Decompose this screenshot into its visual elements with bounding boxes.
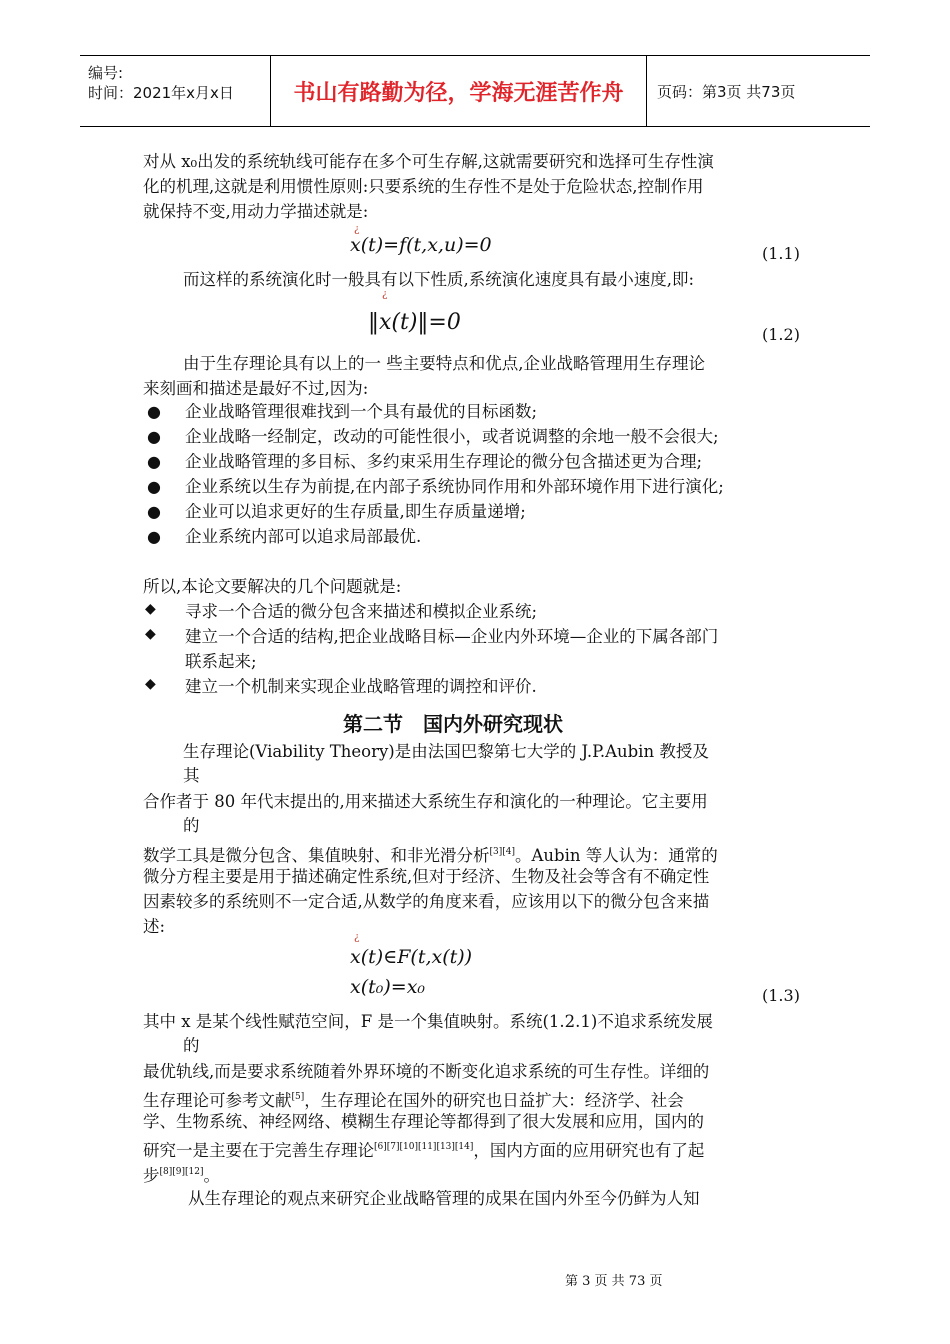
bullet-icon: ● — [147, 502, 161, 521]
bullet2-item: 建立一个机制来实现企业战略管理的调控和评价. — [185, 677, 537, 696]
diamond-bullet-icon: ◆ — [145, 601, 156, 617]
bullet2-item-cont: 联系起来; — [185, 652, 257, 671]
para6-text: 生存理论可参考文献 — [143, 1091, 292, 1110]
para5-text: 数学工具是微分包含、集值映射、和非光滑分析 — [143, 846, 490, 865]
equation-1: x(t)=f(t,x,u)=0 — [350, 234, 492, 256]
para6-line: 学、生物系统、神经网络、模糊生存理论等都得到了很大发展和应用，国内的 — [143, 1112, 704, 1131]
bullet-icon: ● — [147, 477, 161, 496]
equation-3b: x(t₀)=x₀ — [350, 976, 426, 998]
para1-line2: 化的机理,这就是利用惯性原则:只要系统的生存性不是处于危险状态,控制作用 — [143, 177, 704, 196]
para6-text: 。 — [203, 1166, 220, 1185]
header-motto: 书山有路勤为径，学海无涯苦作舟 — [271, 56, 647, 126]
header-table — [80, 55, 870, 127]
para5-line: 因素较多的系统则不一定合适,从数学的角度来看，应该用以下的微分包含来描 — [143, 892, 710, 911]
number-label: 编号: — [88, 64, 124, 82]
para5-line: 的 — [183, 816, 200, 835]
bullet2-item: 寻求一个合适的微分包含来描述和模拟企业系统; — [185, 602, 538, 621]
para5-line — [143, 840, 718, 868]
citation-ref: [3][4] — [489, 847, 515, 857]
equation-3a: x(t)∈F(t,x(t)) — [350, 946, 473, 968]
para6-line: 的 — [183, 1036, 200, 1055]
para5-line: 微分方程主要是用于描述确定性系统,但对于经济、生物及社会等含有不确定性 — [143, 867, 710, 886]
bullet1-item: 企业战略管理的多目标、多约束采用生存理论的微分包含描述更为合理; — [185, 452, 703, 471]
para1-line3: 就保持不变,用动力学描述就是: — [143, 202, 369, 221]
bullet1-item: 企业系统以生存为前提,在内部子系统协同作用和外部环境作用下进行演化; — [185, 477, 724, 496]
section-title: 第二节 国内外研究现状 — [343, 712, 563, 736]
bullet1-item: 企业系统内部可以追求局部最优. — [185, 527, 422, 546]
bullet1-item: 企业战略一经制定，改动的可能性很小，或者说调整的余地一般不会很大; — [185, 427, 719, 446]
para6-text: 研究一是主要在于完善生存理论 — [143, 1141, 374, 1160]
para6-line — [143, 1160, 220, 1188]
para6-text: ，生存理论在国外的研究也日益扩大：经济学、社会 — [304, 1091, 684, 1110]
eq3-mark: ¿ — [354, 932, 360, 943]
para3-line2: 来刻画和描述是最好不过,因为: — [143, 379, 369, 398]
para1-line1: 对从 x₀出发的系统轨线可能存在多个可生存解,这就需要研究和选择可生存性演 — [143, 152, 714, 171]
citation-ref: [6][7][10][11][13][14] — [374, 1142, 474, 1152]
para3-line1: 由于生存理论具有以上的一 些主要特点和优点,企业战略管理用生存理论 — [183, 354, 705, 373]
page-footer: 第 3 页 共 73 页 — [565, 1274, 663, 1289]
header-page-info: 页码：第3页 共73页 — [657, 82, 796, 101]
para5-line: 述: — [143, 917, 166, 936]
bullet-icon: ● — [147, 427, 161, 446]
para5-line: 其 — [183, 766, 200, 785]
para6-text: ，国内方面的应用研究也有了起 — [473, 1141, 705, 1160]
bullet-icon: ● — [147, 402, 161, 421]
para6-text: 步 — [143, 1166, 160, 1185]
diamond-bullet-icon: ◆ — [145, 626, 156, 642]
equation-2-number: (1.2) — [762, 325, 800, 344]
citation-ref: [8][9][12] — [159, 1167, 204, 1177]
equation-3-number: (1.3) — [762, 986, 800, 1005]
para5-text: 。Aubin 等人认为：通常的 — [515, 846, 718, 865]
eq2-mark: ¿ — [382, 289, 388, 300]
para6-line — [143, 1085, 684, 1113]
header-meta-cell — [80, 56, 271, 126]
equation-1-number: (1.1) — [762, 244, 800, 263]
citation-ref: [5] — [291, 1092, 305, 1102]
para6-line: 最优轨线,而是要求系统随着外界环境的不断变化追求系统的可生存性。详细的 — [143, 1062, 710, 1081]
para5-line: 合作者于 80 年代末提出的,用来描述大系统生存和演化的一种理论。它主要用 — [143, 792, 708, 811]
eq1-mark: ¿ — [354, 224, 360, 235]
para6-line: 其中 x 是某个线性赋范空间，F 是一个集值映射。系统(1.2.1)不追求系统发展 — [143, 1012, 713, 1031]
para4: 所以,本论文要解决的几个问题就是: — [143, 577, 402, 596]
bullet2-item: 建立一个合适的结构,把企业战略目标—企业内外环境—企业的下属各部门 — [185, 627, 719, 646]
bullet-icon: ● — [147, 527, 161, 546]
time-label: 时间：2021年x月x日 — [88, 84, 234, 102]
diamond-bullet-icon: ◆ — [145, 676, 156, 692]
para7: 从生存理论的观点来研究企业战略管理的成果在国内外至今仍鲜为人知 — [188, 1189, 700, 1208]
equation-2: ‖x(t)‖=0 — [368, 310, 461, 335]
para2: 而这样的系统演化时一般具有以下性质,系统演化速度具有最小速度,即: — [183, 270, 695, 289]
para6-line — [143, 1135, 704, 1163]
bullet1-item: 企业战略管理很难找到一个具有最优的目标函数; — [185, 402, 538, 421]
bullet-icon: ● — [147, 452, 161, 471]
bullet1-item: 企业可以追求更好的生存质量,即生存质量递增; — [185, 502, 526, 521]
para5-line: 生存理论(Viability Theory)是由法国巴黎第七大学的 J.P.Aubin 教授及 — [183, 742, 709, 761]
